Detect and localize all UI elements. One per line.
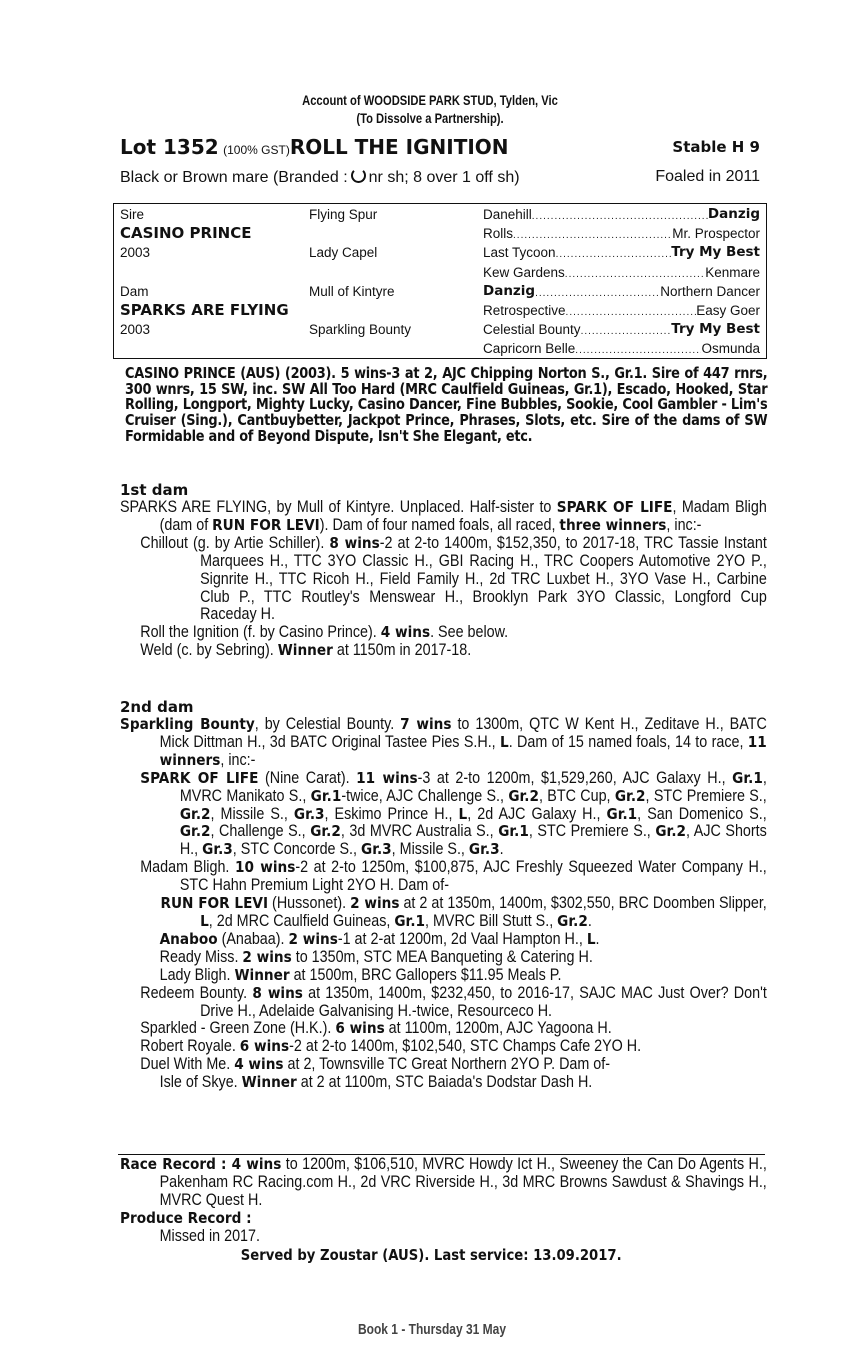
brand-detail: nr sh; 8 over 1 off sh) bbox=[368, 169, 520, 186]
text: , AJC Shorts H., bbox=[179, 822, 767, 859]
text: (Nine Carat). bbox=[258, 768, 357, 787]
pedigree-col1: 2003 bbox=[120, 322, 151, 338]
text: , 2d MRC Caulfield Guineas, bbox=[208, 911, 395, 930]
text: . bbox=[595, 929, 600, 948]
text: Roll the Ignition (f. by Casino Prince). bbox=[140, 623, 381, 642]
bold-text: Sparkling Bounty bbox=[120, 715, 255, 733]
pedigree-col1: SPARKS ARE FLYING bbox=[120, 301, 289, 319]
bold-text: 11 winners bbox=[159, 732, 767, 769]
text: , STC Premiere S., bbox=[645, 786, 767, 805]
text: -2 at 2-to 1400m, $102,540, STC Champs Cafe 2YO H. bbox=[289, 1037, 642, 1056]
vendor-line: Account of WOODSIDE PARK STUD, Tylden, Vic bbox=[302, 92, 558, 108]
pedigree-row bbox=[114, 243, 766, 262]
bold-text: 6 wins bbox=[239, 1037, 290, 1056]
sire-summary: CASINO PRINCE (AUS) (2003). 5 wins-3 at 2, AJC Chipping Norton S., Gr.1. Sire of 447 rnrs, 300 wnrs, 15 SW, inc. SW All Too Hard (MRC Caulfield Guineas, Gr.1), Escado, Hooked, Star Rolling, Longport, Mighty Lucky, Casino Dancer, Fine Bubbles, Sookie, Cool Gambler - Lim's Cruiser (Sing.), Cantbuybetter, Jackpot Prince, Phrases, Slots, etc. Sire of the dams of SW Formidable and of Beyond Dispute, Isn't She Elegant, etc. bbox=[125, 365, 768, 445]
text: at 2, Townsville TC Great Northern 2YO P. Dam of- bbox=[283, 1055, 611, 1074]
colour-sex: Black or Brown mare (Branded : bbox=[120, 169, 348, 186]
record-entry bbox=[120, 1074, 767, 1092]
bold-text: Gr.1 bbox=[394, 911, 426, 930]
text: to 1350m, STC MEA Banqueting & Catering H. bbox=[291, 947, 593, 966]
bold-text: 10 wins bbox=[234, 858, 296, 877]
record-entry bbox=[120, 967, 767, 985]
text: (Hussonet). bbox=[268, 894, 351, 913]
pedigree-grandparent bbox=[483, 320, 760, 341]
great-grandsire-name: Easy Goer bbox=[696, 303, 760, 318]
text: . bbox=[499, 840, 504, 859]
text: . See below. bbox=[430, 623, 509, 642]
record-entry bbox=[120, 624, 767, 642]
lot-number: Lot 1352 bbox=[120, 135, 219, 159]
bold-text: SPARK OF LIFE bbox=[556, 498, 673, 516]
pedigree-parent: Mull of Kintyre bbox=[309, 283, 395, 299]
great-grandsire-name: Osmunda bbox=[701, 341, 760, 357]
record-entry bbox=[120, 1056, 767, 1074]
bold-text: three winners bbox=[559, 515, 667, 534]
horse-name: ROLL THE IGNITION bbox=[289, 135, 509, 159]
pedigree-row bbox=[114, 320, 766, 339]
text: Madam Bligh. bbox=[140, 858, 235, 877]
text: , by Celestial Bounty. bbox=[254, 715, 401, 733]
text: Robert Royale. bbox=[140, 1037, 240, 1056]
grandparent-name: Rolls bbox=[483, 226, 514, 242]
text: , STC Concorde S., bbox=[232, 840, 362, 859]
bold-text: Race Record : 4 wins bbox=[120, 1155, 282, 1173]
bold-text: 2 wins bbox=[350, 894, 400, 913]
bold-text: Gr.1 bbox=[310, 786, 342, 805]
text: , Missile S., bbox=[391, 840, 469, 859]
text: Sparkled - Green Zone (H.K.). bbox=[140, 1019, 336, 1038]
record-entry bbox=[120, 770, 767, 860]
text: Lady Bligh. bbox=[159, 965, 235, 984]
record-entry bbox=[120, 716, 767, 770]
bold-text: Gr.3 bbox=[361, 840, 392, 859]
text: -1 at 2-at 1200m, 2d Vaal Hampton H., bbox=[337, 929, 587, 948]
bold-text: Gr.2 bbox=[614, 786, 646, 805]
bold-text: 7 wins bbox=[400, 715, 452, 733]
bold-text: Gr.3 bbox=[202, 840, 233, 859]
text: , inc:- bbox=[220, 750, 256, 769]
bold-text: Gr.1 bbox=[498, 822, 529, 841]
pedigree-row bbox=[114, 339, 766, 358]
bold-text: L bbox=[586, 929, 596, 948]
text: , inc:- bbox=[666, 515, 702, 534]
vendor-note: (To Dissolve a Partnership). bbox=[356, 110, 504, 126]
stable-number: Stable H 9 bbox=[672, 138, 760, 156]
bold-text: RUN FOR LEVI bbox=[212, 515, 320, 534]
text: , STC Premiere S., bbox=[528, 822, 656, 841]
pedigree-grandparent bbox=[483, 301, 760, 322]
page-footer: Book 1 - Thursday 31 May bbox=[357, 1321, 507, 1338]
pedigree-col1: Sire bbox=[120, 207, 145, 222]
bold-text: 2 wins bbox=[288, 929, 338, 948]
pedigree-col1: Dam bbox=[120, 283, 149, 299]
text: , San Domenico S., bbox=[637, 804, 767, 823]
bold-text: Gr.2 bbox=[179, 822, 211, 841]
bold-text: RUN FOR LEVI bbox=[160, 894, 269, 913]
text: Isle of Skye. bbox=[159, 1073, 242, 1092]
record-entry bbox=[120, 949, 767, 967]
text: at 2 at 1100m, STC Baiada's Dodstar Dash H. bbox=[296, 1073, 593, 1092]
grandparent-name: Last Tycoon bbox=[483, 245, 556, 261]
bold-text: Gr.2 bbox=[655, 822, 687, 841]
text: at 1150m in 2017-18. bbox=[332, 641, 472, 660]
grandparent-name: Danzig bbox=[483, 282, 536, 299]
text: at 1100m, 1200m, AJC Yagoona H. bbox=[384, 1019, 612, 1038]
bold-text: 11 wins bbox=[356, 768, 418, 787]
description-line bbox=[120, 168, 760, 187]
great-grandsire-name: Northern Dancer bbox=[660, 283, 760, 299]
records-section bbox=[120, 1156, 767, 1246]
bold-text: 6 wins bbox=[335, 1019, 385, 1038]
bold-text: 4 wins bbox=[380, 623, 431, 642]
great-grandsire-name: Danzig bbox=[707, 206, 760, 222]
bold-text: 8 wins bbox=[329, 533, 380, 552]
text: , Madam Bligh (dam of bbox=[159, 498, 767, 534]
pedigree-grandparent bbox=[483, 282, 760, 303]
text: . Dam of 15 named foals, 14 to race, bbox=[508, 732, 748, 751]
text: Ready Miss. bbox=[159, 947, 243, 966]
record-entry bbox=[120, 895, 767, 931]
text: Duel With Me. bbox=[140, 1055, 235, 1074]
bold-text: Gr.1 bbox=[606, 804, 638, 823]
grandparent-name: Celestial Bounty bbox=[483, 322, 581, 338]
gst-note: (100% GST) bbox=[223, 143, 290, 157]
great-grandsire-name: Mr. Prospector bbox=[672, 226, 760, 242]
brand-horseshoe-icon bbox=[351, 168, 366, 183]
text: -twice, AJC Challenge S., bbox=[341, 786, 509, 805]
pedigree-row bbox=[114, 282, 766, 301]
bold-text: Gr.2 bbox=[179, 804, 211, 823]
bold-text: Gr.3 bbox=[293, 804, 325, 823]
text: ). Dam of four named foals, all raced, bbox=[319, 515, 560, 534]
leader-dots bbox=[556, 243, 672, 264]
leader-dots bbox=[581, 320, 672, 341]
record-entry bbox=[120, 1038, 767, 1056]
served-note: Served by Zoustar (AUS). Last service: 13.09.2017. bbox=[240, 1246, 622, 1264]
pedigree-col1: 2003 bbox=[120, 245, 151, 261]
record-entry bbox=[120, 499, 767, 535]
leader-dots bbox=[535, 282, 660, 303]
bold-text: L bbox=[200, 911, 209, 930]
bold-text: Winner bbox=[277, 641, 333, 660]
leader-dots bbox=[565, 263, 705, 284]
first-dam-section bbox=[120, 499, 767, 660]
text: to 1300m, QTC W Kent H., Zeditave H., BATC Mick Dittman H., 3d BATC Original Tastee Pies S.H., bbox=[159, 715, 767, 751]
text: Redeem Bounty. bbox=[140, 983, 253, 1002]
pedigree-table bbox=[113, 203, 767, 359]
text: -3 at 2-to 1200m, $1,529,260, AJC Galaxy H., bbox=[417, 768, 733, 787]
bold-text: Gr.2 bbox=[557, 911, 588, 930]
pedigree-row bbox=[114, 205, 766, 224]
grandparent-name: Capricorn Belle bbox=[483, 341, 576, 357]
text: , Challenge S., bbox=[210, 822, 311, 841]
bold-text: Gr.1 bbox=[732, 768, 763, 787]
bold-text: L bbox=[458, 804, 468, 823]
pedigree-grandparent bbox=[483, 339, 760, 360]
grandparent-name: Retrospective bbox=[483, 303, 566, 318]
bold-text: Winner bbox=[234, 965, 290, 984]
great-grandsire-name: Try My Best bbox=[671, 321, 760, 338]
bold-text: 2 wins bbox=[242, 947, 292, 966]
record-entry bbox=[120, 859, 767, 895]
text: , BTC Cup, bbox=[538, 786, 615, 805]
pedigree-grandparent bbox=[483, 224, 760, 245]
text: at 1350m, 1400m, $232,450, to 2016-17, SAJC MAC Just Over? Don't Drive H., Adelaide Galvanising H.-twice, Resourceco H. bbox=[200, 983, 767, 1020]
pedigree-grandparent bbox=[483, 263, 760, 284]
pedigree-row bbox=[114, 224, 766, 243]
bold-text: Produce Record : bbox=[120, 1208, 252, 1227]
second-dam-heading: 2nd dam bbox=[120, 698, 194, 716]
record-entry bbox=[120, 1210, 767, 1228]
pedigree-row bbox=[114, 263, 766, 282]
bold-text: Gr.2 bbox=[508, 786, 539, 805]
text: , 3d MVRC Australia S., bbox=[340, 822, 499, 841]
bold-text: SPARK OF LIFE bbox=[140, 768, 259, 787]
text: , MVRC Manikato S., bbox=[179, 768, 767, 805]
grandparent-name: Kew Gardens bbox=[483, 264, 565, 280]
record-entry bbox=[120, 1156, 767, 1210]
text: -2 at 2-to 1400m, $152,350, to 2017-18, TRC Tassie Instant Marquees H., TTC 3YO Classic H., GBI Racing H., TRC Coopers Automotive 2YO P., Signrite H., TTC Ricoh H., Field Family H., 2d TRC Luxbet H., 3YO Vase H., Carbine Club P., TTC Routley's Menswear H., Brooklyn Park 3YO Classic, Longford Cup Raceday H. bbox=[200, 533, 767, 624]
text: at 1500m, BRC Gallopers $11.95 Meals P. bbox=[289, 965, 562, 984]
record-entry bbox=[120, 931, 767, 949]
text: , Missile S., bbox=[210, 804, 294, 823]
bold-text: Gr.2 bbox=[310, 822, 341, 841]
text: , MVRC Bill Stutt S., bbox=[425, 911, 558, 930]
text: SPARKS ARE FLYING, by Mull of Kintyre. Unplaced. Half-sister to bbox=[120, 498, 557, 516]
leader-dots bbox=[566, 301, 697, 322]
bold-text: L bbox=[500, 732, 509, 751]
pedigree-grandparent bbox=[483, 205, 760, 226]
great-grandsire-name: Kenmare bbox=[705, 264, 760, 280]
text: , 2d AJC Galaxy H., bbox=[467, 804, 607, 823]
text: -2 at 2-to 1250m, $100,875, AJC Freshly Squeezed Water Company H., STC Hahn Premium Light 2YO H. Dam of- bbox=[179, 858, 767, 895]
text: Chillout (g. by Artie Schiller). bbox=[140, 533, 330, 552]
text: Missed in 2017. bbox=[159, 1226, 260, 1245]
pedigree-parent: Flying Spur bbox=[309, 207, 378, 222]
bold-text: Winner bbox=[241, 1073, 297, 1092]
record-entry bbox=[120, 985, 767, 1021]
pedigree-grandparent bbox=[483, 243, 760, 264]
text: , Eskimo Prince H., bbox=[324, 804, 459, 823]
pedigree-parent: Lady Capel bbox=[309, 245, 378, 261]
first-dam-heading: 1st dam bbox=[120, 481, 189, 499]
grandparent-name: Danehill bbox=[483, 207, 532, 222]
lot-line bbox=[120, 135, 760, 163]
bold-text: 8 wins bbox=[252, 983, 303, 1002]
record-entry bbox=[120, 1228, 767, 1246]
pedigree-row bbox=[114, 301, 766, 320]
bold-text: 4 wins bbox=[234, 1055, 284, 1074]
pedigree-parent: Sparkling Bounty bbox=[309, 322, 412, 338]
text: at 2 at 1350m, 1400m, $302,550, BRC Doomben Slipper, bbox=[399, 894, 767, 913]
bold-text: Gr.3 bbox=[468, 840, 500, 859]
text: . bbox=[587, 911, 592, 930]
great-grandsire-name: Try My Best bbox=[671, 244, 760, 261]
foaled-year: Foaled in 2011 bbox=[655, 168, 760, 185]
second-dam-section bbox=[120, 716, 767, 1092]
record-entry bbox=[120, 642, 767, 660]
pedigree-col1: CASINO PRINCE bbox=[120, 224, 252, 243]
text: to 1200m, $106,510, MVRC Howdy Ict H., Sweeney the Can Do Agents H., Pakenham RC Racing.com H., 2d VRC Riverside H., 3d MRC Browns Sawdust & Shavings H., MVRC Quest H. bbox=[159, 1155, 767, 1209]
bold-text: Anaboo bbox=[159, 929, 218, 948]
text: Weld (c. by Sebring). bbox=[140, 641, 278, 660]
leader-dots bbox=[513, 224, 672, 245]
record-entry bbox=[120, 535, 767, 625]
text: (Anabaa). bbox=[217, 929, 289, 948]
leader-dots bbox=[532, 205, 708, 226]
record-entry bbox=[120, 1020, 767, 1038]
leader-dots bbox=[575, 339, 701, 360]
